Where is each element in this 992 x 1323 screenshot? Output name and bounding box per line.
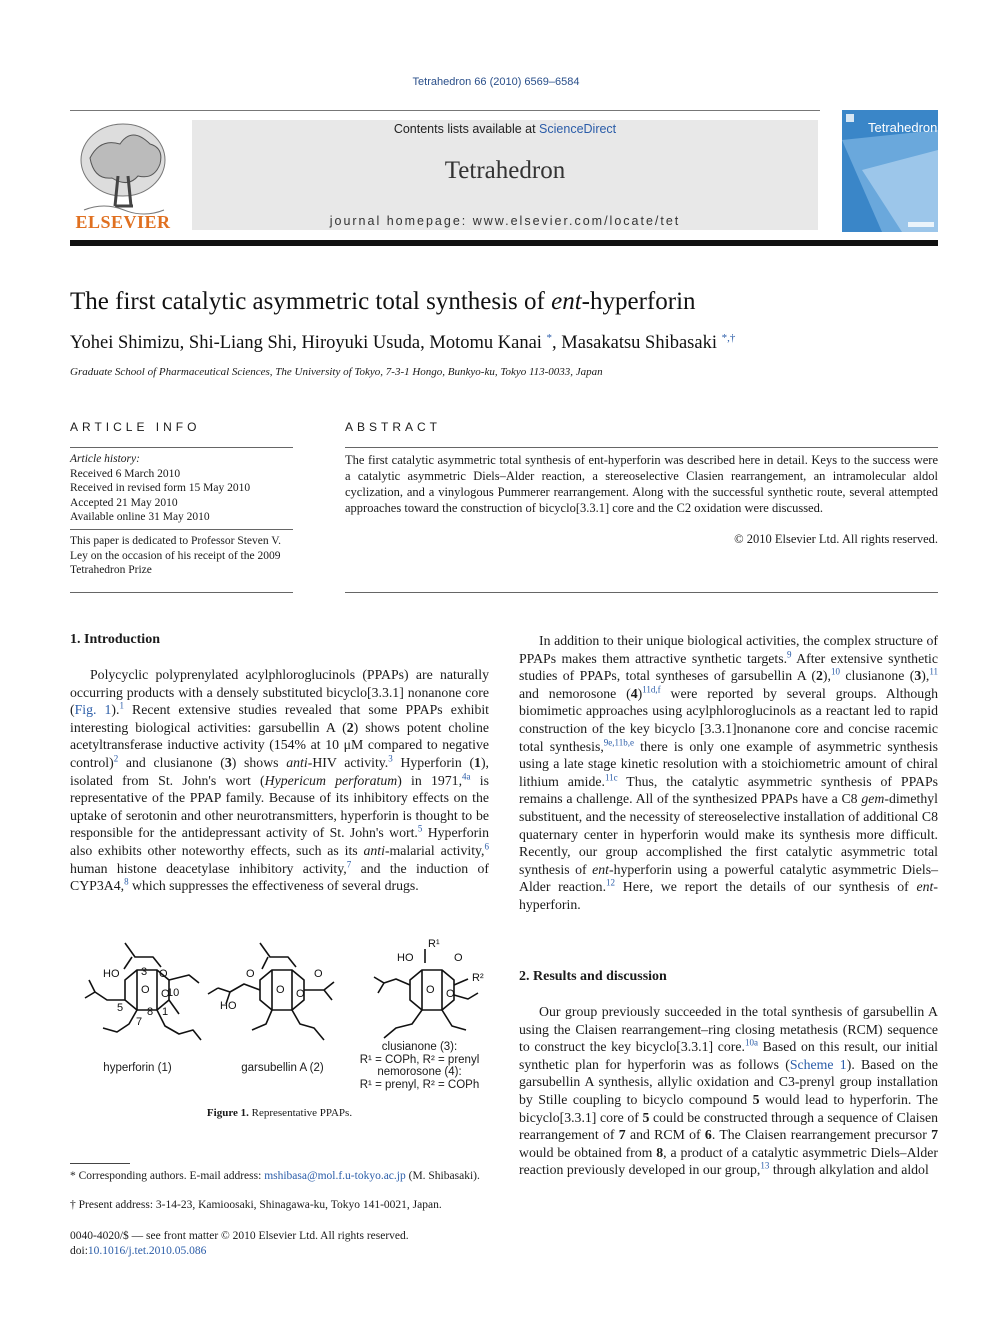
history-rule — [70, 529, 293, 530]
text: -malarial activity, — [384, 842, 485, 858]
text: Here, we report the details of our synthesis of — [615, 879, 917, 895]
journal-homepage[interactable]: journal homepage: www.elsevier.com/locate/tet — [329, 214, 681, 228]
text: ent — [916, 879, 934, 895]
ref-link[interactable]: 1 — [119, 700, 124, 711]
compound-ref: 3 — [914, 668, 922, 684]
atom-label: HO — [103, 968, 120, 980]
text: -hyperforin. — [519, 879, 938, 912]
text: ). — [111, 702, 120, 718]
compound-ref: 5 — [642, 1109, 650, 1125]
text: would be obtained from — [519, 1144, 657, 1160]
atom-label: O — [426, 984, 435, 996]
ref-link[interactable]: 11d,f — [642, 684, 661, 695]
text: Thus, the catalytic asymmetric synthesis of PPAPs remains a challenge. All of the synthesized PPAPs have a C8 — [519, 773, 938, 807]
corresponding-mark-b[interactable]: *,† — [721, 331, 736, 344]
text: human histone deacetylase inhibitory activity, — [70, 860, 347, 876]
atom-label: 5 — [117, 1002, 124, 1014]
compound-ref: 2 — [346, 719, 354, 735]
scheme-1-link[interactable]: Scheme 1 — [789, 1056, 847, 1072]
label-line: R¹ = COPh, R² = prenyl — [359, 1053, 480, 1066]
text: -dimethyl substituent, and the necessity of stereoselective installation of additional C8 quaternary center in hyperforin would make its synthesis more difficult. Recently, our group accomplished the first catalytic asymmetric total synthesis of — [519, 791, 938, 877]
text: Our group previously succeeded in the total synthesis of garsubellin A using the Claisen rearrangement–ring closing metathesis (RCM) sequence to construct the key bicyclo[3.3.1] core. — [519, 1004, 938, 1055]
hyperforin-label: hyperforin (1) — [103, 1062, 172, 1074]
text: and clusianone ( — [118, 754, 225, 770]
header-top-rule — [70, 110, 820, 111]
compound-ref: 2 — [815, 668, 823, 684]
compound-ref: 7 — [618, 1127, 626, 1143]
atom-label: R¹ — [428, 938, 440, 950]
history-item: Received in revised form 15 May 2010 — [70, 482, 251, 494]
text: and RCM of — [625, 1127, 705, 1143]
label-line: R¹ = prenyl, R² = COPh — [359, 1078, 480, 1091]
text: . The Claisen rearrangement precursor — [711, 1127, 932, 1143]
article-info-heading: ARTICLE INFO — [70, 420, 201, 434]
cover-title: Tetrahedron — [868, 120, 938, 135]
atom-label: 1 — [162, 1006, 169, 1018]
footnote-rule — [70, 1163, 130, 1164]
present-address-footnote: † Present address: 3-14-23, Kamioosaki, Shinagawa-ku, Tokyo 141-0021, Japan. — [70, 1199, 442, 1211]
publisher-wordmark: ELSEVIER — [75, 212, 171, 232]
title-suffix: -hyperforin — [581, 288, 696, 315]
text: Hyperforin ( — [392, 754, 475, 770]
text: anti — [286, 754, 308, 770]
atom-label: O — [314, 968, 323, 980]
atom-label: 3 — [141, 966, 148, 978]
ref-link[interactable]: 7 — [346, 858, 352, 869]
ref-link[interactable]: 5 — [417, 823, 423, 834]
ref-link[interactable]: 11 — [929, 666, 939, 677]
atom-label: 10 — [167, 987, 180, 999]
article-history — [70, 452, 293, 525]
ref-link[interactable]: 8 — [124, 876, 129, 887]
history-item: Accepted 21 May 2010 — [70, 496, 178, 509]
abstract-text: The first catalytic asymmetric total synthesis of ent-hyperforin was described here in detail. Keys to the success were a catalytic asymmetric Diels–Alder reaction, a stereoselective Clasien rearrangement, an intramolecular aldol cyclization, and a vinylogous Pummerer rearrangement. Along with the successful synthetic route, several attempted approaches toward the construction of bicyclo[3.3.1] core and the C2 oxidation were discussed. — [345, 453, 938, 515]
atom-label: HO — [397, 952, 414, 964]
compound-ref: 7 — [931, 1127, 938, 1143]
right-column-para-1: In addition to their unique biological activities, the complex structure of PPAPs makes them attractive synthetic targets.$^9$ After extensive synthetic studies of PPAPs, total syntheses of garsubellin A (2),$^{10}$ clusianone (3),$^{11}$ and nemorosone $(4)^{11d,f}$ were reported by several groups. Although biomimetic approaches using acylphloroglucinols as a reactant led to rapid construction of the key bicyclo [3.3.1]nonanone core and concise racemic total synthesis,$^{9e,11b,e}$ there is only one example of asymmetric synthesis using a late stage kinetic resolution with a stoichiometric amount of chiral lithium amide.$^{11c}$ Thus, the catalytic asymmetric synthesis of PPAPs remains a challenge. All of the synthesized PPAPs have a C8 gem-dimethyl substituent, and the necessity of stereoselective installation of additional C8 quaternary center in hyperforin would make its synthesis more difficult. Recently, our group accomplished the first catalytic asymmetric total synthesis of ent-hyperforin using a powerful catalytic asymmetric Diels–Alder reaction.$^{12}$ Here, we report the details of our synthesis of ent-hyperforin. — [519, 633, 939, 912]
journal-name: Tetrahedron — [444, 157, 566, 184]
text: which suppresses the effectiveness of several drugs. — [128, 878, 419, 894]
bottom-matter — [70, 1229, 409, 1258]
text: is representative of the PPAP family. Because of its inhibitory effects on the uptake of serotonin and other neurotransmitters, hyperforin is thought to be responsible for the antidepressant activity of St. John's wort. — [70, 772, 489, 841]
text: Recent extensive studies revealed that some PPAPs exhibit interesting biological activities: garsubellin A ( — [70, 702, 490, 735]
intro-paragraph — [70, 666, 489, 895]
doi-label: doi: — [70, 1244, 88, 1257]
atom-label: O — [454, 952, 463, 964]
text: (M. Shibasaki). — [405, 1170, 480, 1182]
text: ) in 1971, — [397, 772, 463, 788]
doi-link[interactable]: 10.1016/j.tet.2010.05.086 — [87, 1244, 207, 1257]
atom-label: 7 — [136, 1016, 143, 1028]
ref-link[interactable]: 10a — [744, 1037, 758, 1048]
compound-ref: 4 — [630, 685, 638, 701]
ref-link[interactable]: 3 — [388, 753, 393, 764]
ref-link[interactable]: 13 — [760, 1160, 770, 1171]
abstract-rule — [345, 447, 938, 448]
ref-link[interactable]: 9 — [787, 649, 792, 659]
text: would lead to hyperforin. The bicyclo[3.3.1] core of — [519, 1091, 938, 1125]
text: * Corresponding authors. E-mail address: — [70, 1170, 265, 1182]
text: -hyperforin using a powerful catalytic asymmetric Diels–Alder reaction. — [519, 861, 938, 895]
affiliation: Graduate School of Pharmaceutical Sciences, The University of Tokyo, 7-3-1 Hongo, Bunkyo-ku, Tokyo 113-0033, Japan — [70, 366, 603, 378]
text: ). Based on the garsubellin A synthesis, allylic oxidation and C3-prenyl group installation by Stille coupling to bicyclo compound — [519, 1056, 938, 1107]
atom-label: HO — [220, 1000, 237, 1012]
header-thick-rule — [70, 240, 938, 246]
text: through alkylation and aldol — [769, 1162, 929, 1178]
issn-line: 0040-4020/$ — see front matter © 2010 Elsevier Ltd. All rights reserved. — [70, 1230, 409, 1242]
compound-ref: 8 — [656, 1144, 664, 1160]
compound-ref: 3 — [224, 754, 232, 770]
atom-label: O — [161, 988, 170, 1000]
text: gem — [861, 791, 885, 807]
atom-label: O — [296, 988, 305, 1000]
label-line: clusianone (3): — [381, 1041, 458, 1053]
abstract-bottom-rule — [345, 592, 938, 593]
text: ), isolated from St. John's wort ( — [70, 754, 489, 788]
ref-link[interactable]: 11c — [604, 772, 618, 783]
sciencedirect-link[interactable]: ScienceDirect — [539, 122, 617, 136]
text: Hyperforin also exhibits other noteworthy effects, such as its — [70, 825, 489, 858]
history-item: Received 6 March 2010 — [70, 467, 181, 480]
atom-label: R² — [472, 972, 484, 984]
atom-label: O — [246, 968, 255, 980]
label-line: nemorosone (4): — [377, 1066, 462, 1078]
atom-label: O — [446, 988, 455, 1000]
caption-text: Representative PPAPs. — [248, 1107, 353, 1119]
text: -HIV activity. — [307, 754, 389, 770]
dedication: This paper is dedicated to Professor Steven V. Ley on the occasion of his receipt of the 2009 Tetrahedron Prize — [70, 535, 282, 576]
atom-label: 8 — [147, 1006, 154, 1018]
section-heading-results: 2. Results and discussion — [519, 969, 667, 984]
compound-ref: 1 — [474, 754, 481, 770]
figure-1-caption — [70, 1107, 489, 1119]
article-info-rule — [70, 447, 293, 448]
text: there is only one example of asymmetric synthesis using a late stage kinetic resolution with a stoichiometric amount of chiral lithium amide. — [519, 738, 938, 789]
compound-ref: 6 — [704, 1127, 712, 1143]
section-heading-introduction: 1. Introduction — [70, 632, 160, 647]
ref-link[interactable]: 10 — [830, 666, 840, 677]
journal-citation[interactable]: Tetrahedron 66 (2010) 6569–6584 — [412, 76, 580, 88]
fig-1-link[interactable]: Fig. 1 — [74, 702, 112, 718]
text: could be constructed through a sequence of Claisen rearrangement of — [519, 1109, 939, 1143]
doi-line — [70, 1244, 409, 1259]
compound-ref: 5 — [752, 1091, 760, 1107]
abstract-heading: ABSTRACT — [345, 420, 442, 434]
article-info-bottom-rule — [70, 592, 293, 593]
right-column-para-2 — [519, 1003, 938, 1179]
atom-label: O — [141, 984, 150, 996]
contents-line — [192, 122, 818, 136]
text: and the induction of CYP3A4, — [70, 860, 489, 894]
text: ent — [592, 861, 610, 877]
text: anti — [363, 842, 385, 858]
text: After extensive synthetic studies of PPAPs, total syntheses of garsubellin A ( — [519, 650, 938, 684]
title-prefix: The first catalytic asymmetric total synthesis of — [70, 288, 552, 315]
atom-label: O — [159, 968, 168, 980]
corresponding-mark-a[interactable]: * — [546, 331, 553, 344]
text: ) shows potent choline acetyltransferase inductive activity (154% at 10 μM compared to negative control) — [70, 719, 490, 770]
contents-prefix: Contents lists available at — [393, 122, 540, 136]
authors-part-b: , Masakatsu Shibasaki — [552, 333, 717, 353]
text: and nemorosone ( — [519, 685, 631, 701]
text: clusianone ( — [839, 668, 915, 684]
email-link[interactable]: mshibasa@mol.f.u-tokyo.ac.jp — [264, 1170, 406, 1182]
article-title — [70, 288, 696, 316]
corresponding-footnote — [70, 1169, 489, 1184]
title-italic: ent — [551, 288, 582, 315]
text: Based on this result, our initial synthetic plan for hyperforin was as follows ( — [519, 1039, 938, 1072]
text: , a product of a catalytic asymmetric Diels–Alder reaction previously developed in our group, — [519, 1144, 938, 1178]
abstract-copyright: © 2010 Elsevier Ltd. All rights reserved. — [734, 532, 938, 546]
text: were reported by several groups. Although biomimetic approaches using acylphloroglucinols as a reactant led to rapid construction of the key bicyclo [3.3.1]nonanone core and concise racemic total synthesis, — [519, 685, 938, 754]
text: In addition to their unique biological activities, the complex structure of PPAPs makes them attractive synthetic targets. — [519, 633, 938, 666]
ref-link[interactable]: 4a — [462, 770, 471, 781]
history-label: Article history: — [70, 453, 140, 465]
ref-link[interactable]: 9e,11b,e — [603, 736, 634, 747]
text: Hypericum perforatum — [264, 772, 398, 788]
ref-link[interactable]: 6 — [484, 841, 489, 852]
clusianone-nemorosone-label — [350, 1041, 489, 1091]
caption-label: Figure 1. — [206, 1107, 249, 1119]
ref-link[interactable]: 12 — [606, 877, 616, 888]
ref-link[interactable]: 2 — [113, 753, 119, 764]
authors-part-a: Yohei Shimizu, Shi-Liang Shi, Hiroyuki Usuda, Motomu Kanai — [70, 333, 542, 353]
text: Polycyclic polyprenylated acylphloroglucinols (PPAPs) are naturally occurring products with a densely substituted bicyclo[3.3.1] nonanone core ( — [70, 667, 489, 718]
text: ) shows — [231, 754, 287, 770]
atom-label: O — [276, 984, 285, 996]
garsubellin-label: garsubellin A (2) — [241, 1062, 324, 1074]
history-item: Available online 31 May 2010 — [70, 511, 210, 523]
author-list — [70, 333, 735, 354]
